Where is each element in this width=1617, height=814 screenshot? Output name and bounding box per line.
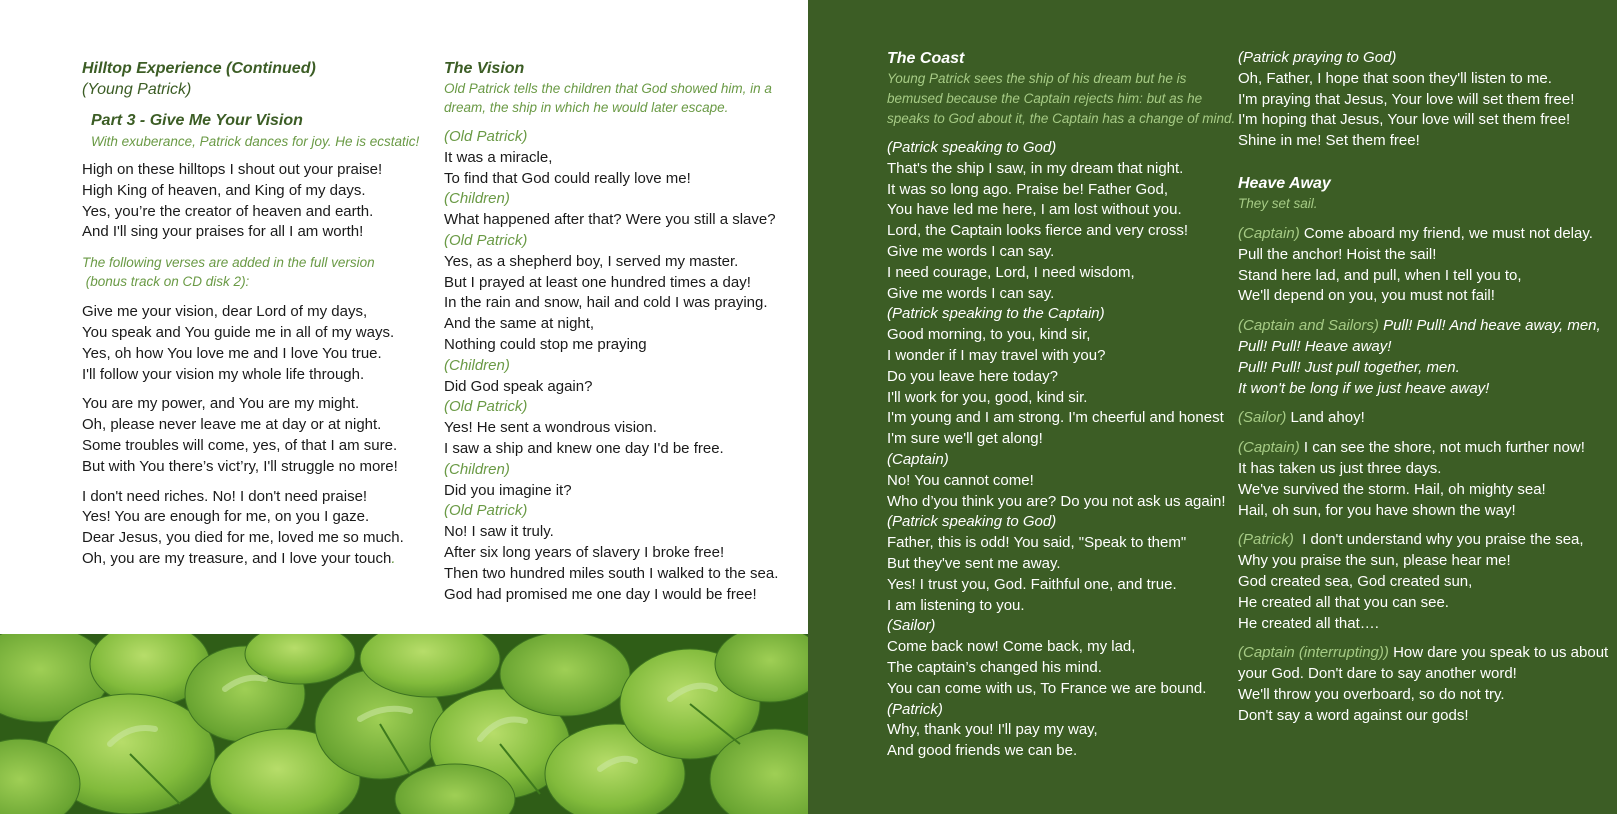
verse-line: You speak and You guide me in all of my ways.	[82, 323, 395, 341]
section-title: The Vision	[444, 60, 525, 77]
section-title: Hilltop Experience (Continued)	[82, 60, 316, 77]
lyric-line: And the same at night,	[444, 315, 595, 333]
speaker-label: (Captain)	[1238, 439, 1300, 457]
lyric-line: Father, this is odd! You said, "Speak to them"	[887, 534, 1187, 552]
verse-line: High King of heaven, and King of my days.	[82, 181, 366, 199]
verse-line: Oh, please never leave me at day or at night.	[82, 416, 382, 434]
lyric-line: What happened after that? Were you still a slave?	[444, 211, 776, 229]
patrick-block	[1238, 530, 1598, 634]
lyric-line: Don't say a word against our gods!	[1238, 706, 1469, 724]
verse-line-end: .	[391, 549, 396, 567]
heave-column	[1238, 48, 1609, 727]
lyric-line: We'll depend on you, you must not fail!	[1238, 287, 1495, 305]
speaker-label: (Sailor)	[887, 617, 936, 635]
lyric-line: But I prayed at least one hundred times a day!	[444, 273, 751, 291]
lyric-line: Stand here lad, and pull, when I tell you to,	[1238, 266, 1522, 284]
captain-block	[1238, 224, 1598, 307]
lyric-line: Yes! He sent a wondrous vision.	[444, 419, 657, 437]
speaker-label: (Old Patrick)	[444, 231, 528, 249]
sailor-block	[1238, 408, 1598, 429]
verse-line: I'll follow your vision my whole life through.	[82, 365, 365, 383]
bonus-note	[82, 253, 427, 291]
lyric-text: Come aboard my friend, we must not delay.	[1299, 224, 1593, 242]
speaker-label: (Children)	[444, 190, 510, 208]
part-title: Part 3 - Give Me Your Vision	[91, 112, 303, 129]
coast-column	[887, 48, 1236, 762]
vision-column	[444, 58, 794, 605]
lyric-line: I saw a ship and knew one day I'd be free.	[444, 439, 724, 457]
lyric-line: Give me words I can say.	[887, 284, 1055, 302]
bonus-note-line: (bonus track on CD disk 2):	[82, 274, 250, 290]
speaker-label: (Sailor)	[1238, 409, 1287, 427]
lyric-line: I am listening to you.	[887, 596, 1025, 614]
lyric-line: We'll throw you overboard, so do not try.	[1238, 685, 1505, 703]
verse-line: Dear Jesus, you died for me, loved me so much.	[82, 529, 404, 547]
description-line: bemused because the Captain rejects him: but as he	[887, 91, 1203, 106]
lyric-line: I wonder if I may travel with you?	[887, 346, 1106, 364]
lyric-line: And good friends we can be.	[887, 742, 1078, 760]
verse-line: Give me your vision, dear Lord of my days,	[82, 303, 368, 321]
lyric-line: To find that God could really love me!	[444, 169, 691, 187]
lyric-line: Good morning, to you, kind sir,	[887, 326, 1091, 344]
speaker-label: (Patrick speaking to God)	[887, 513, 1057, 531]
lyric-text: I don't understand why you praise the sea,	[1293, 531, 1584, 549]
hilltop-column	[82, 58, 427, 570]
verse-line: Yes! You are enough for me, on you I gaze.	[82, 508, 370, 526]
lyric-line: It has taken us just three days.	[1238, 459, 1442, 477]
lyric-line	[1238, 530, 1598, 551]
lyric-text: Land ahoy!	[1286, 409, 1365, 427]
lyric-line: In the rain and snow, hail and cold I was praying.	[444, 294, 768, 312]
prayer-block	[1238, 48, 1598, 152]
verse-line: High on these hilltops I shout out your praise!	[82, 161, 383, 178]
lyric-line: Oh, Father, I hope that soon they'll listen to me.	[1238, 69, 1552, 87]
lyric-line: Pull! Pull! Just pull together, men.	[1238, 358, 1460, 376]
verse-line-text: Oh, you are my treasure, and I love your touch	[82, 549, 392, 567]
lyric-line: The captain’s changed his mind.	[887, 658, 1102, 676]
verse-line: But with You there’s vict’ry, I'll struggle no more!	[82, 457, 398, 475]
speaker-label: (Captain and Sailors)	[1238, 317, 1379, 335]
lyric-line: Did God speak again?	[444, 377, 593, 395]
captain-shore-block	[1238, 438, 1598, 521]
verse-1	[82, 160, 427, 243]
lyric-line: Why you praise the sun, please hear me!	[1238, 552, 1511, 570]
lyric-line: No! You cannot come!	[887, 471, 1034, 489]
lyric-line: Shine in me! Set them free!	[1238, 132, 1420, 150]
verse-3	[82, 394, 427, 477]
speaker-label: (Captain (interrupting))	[1238, 644, 1389, 662]
lyric-line: I need courage, Lord, I need wisdom,	[887, 263, 1135, 281]
speaker-label: (Patrick praying to God)	[1238, 49, 1397, 66]
lyric-line: It won't be long if we just heave away!	[1238, 379, 1490, 397]
speaker-label: (Old Patrick)	[444, 502, 528, 520]
lyric-line: Do you leave here today?	[887, 367, 1058, 385]
lyric-line: Yes! I trust you, God. Faithful one, and true.	[887, 575, 1177, 593]
lyric-line	[1238, 316, 1601, 337]
description-line: speaks to God about it, the Captain has a change of mind.	[887, 111, 1236, 126]
section-subtitle: (Young Patrick)	[82, 81, 192, 98]
lyric-text: How dare you speak to us about	[1388, 644, 1609, 662]
lyric-line: You have led me here, I am lost without you.	[887, 201, 1182, 219]
lyric-line: Pull the anchor! Hoist the sail!	[1238, 245, 1437, 263]
verse-line: Some troubles will come, yes, of that I am sure.	[82, 436, 398, 454]
lyric-line: You can come with us, To France we are bound.	[887, 679, 1207, 697]
sailors-block	[1238, 316, 1601, 399]
section-description	[444, 79, 794, 117]
lyric-line: But they've sent me away.	[887, 554, 1061, 572]
lyric-line: your God. Don't dare to say another word!	[1238, 665, 1517, 683]
verse-line	[82, 549, 427, 570]
lyric-line: God created sea, God created sun,	[1238, 572, 1473, 590]
lyric-line	[1238, 643, 1609, 664]
section-description	[887, 69, 1236, 129]
description-line: dream, the ship in which he would later escape.	[444, 100, 729, 115]
speaker-label: (Old Patrick)	[444, 398, 528, 416]
lyric-line: It was a miracle,	[444, 148, 553, 166]
verse-4	[82, 487, 427, 570]
description-line: Old Patrick tells the children that God showed him, in a	[444, 81, 772, 96]
clover-photo	[0, 634, 808, 814]
lyric-line: I'll work for you, good, kind sir.	[887, 388, 1088, 406]
lyric-line: No! I saw it truly.	[444, 523, 554, 541]
lyric-line: Then two hundred miles south I walked to the sea.	[444, 564, 779, 582]
coast-lyrics	[887, 138, 1227, 762]
section-title: The Coast	[887, 50, 965, 67]
lyric-line: He created all that….	[1238, 614, 1379, 632]
part-description: With exuberance, Patrick dances for joy. He is ecstatic!	[91, 134, 420, 149]
clover-illustration	[0, 634, 808, 814]
section-title: Heave Away	[1238, 174, 1331, 192]
vision-lyrics	[444, 127, 794, 605]
lyric-line: We've survived the storm. Hail, oh mighty sea!	[1238, 480, 1546, 498]
speaker-label: (Patrick)	[887, 700, 943, 718]
speaker-label: (Children)	[444, 356, 510, 374]
left-page	[0, 0, 808, 814]
lyric-line: Come back now! Come back, my lad,	[887, 638, 1136, 656]
lyric-line: Yes, as a shepherd boy, I served my master.	[444, 252, 739, 270]
lyric-line: God had promised me one day I would be free!	[444, 585, 757, 603]
speaker-label: (Patrick speaking to the Captain)	[887, 305, 1105, 323]
lyric-line	[1238, 224, 1598, 245]
bonus-note-line: The following verses are added in the full version	[82, 255, 375, 271]
verse-2	[82, 302, 427, 385]
lyric-line: Pull! Pull! Heave away!	[1238, 337, 1392, 355]
verse-line: You are my power, and You are my might.	[82, 395, 360, 413]
captain-interrupting-block	[1238, 643, 1609, 726]
verse-line: Yes, oh how You love me and I love You true.	[82, 344, 382, 362]
speaker-label: (Children)	[444, 460, 510, 478]
lyric-line: Lord, the Captain looks fierce and very cross!	[887, 222, 1188, 240]
lyric-line: Who d’you think you are? Do you not ask us again!	[887, 492, 1226, 510]
lyric-line: I'm hoping that Jesus, Your love will set them free!	[1238, 111, 1571, 129]
verse-line: Yes, you’re the creator of heaven and earth.	[82, 202, 374, 220]
lyric-line: Hail, oh sun, for you have shown the way!	[1238, 501, 1516, 519]
lyric-line: I'm young and I am strong. I'm cheerful and honest	[887, 409, 1224, 427]
speaker-label: (Patrick)	[1238, 531, 1294, 549]
lyric-line	[1238, 438, 1598, 459]
lyric-line: That's the ship I saw, in my dream that night.	[887, 159, 1184, 177]
lyric-text: Pull! Pull! And heave away, men,	[1378, 317, 1601, 335]
speaker-label: (Captain)	[1238, 224, 1300, 242]
lyric-line: Why, thank you! I'll pay my way,	[887, 721, 1098, 739]
section-description: They set sail.	[1238, 195, 1318, 211]
lyric-line: I'm sure we'll get along!	[887, 430, 1043, 448]
verse-line: And I'll sing your praises for all I am worth!	[82, 223, 364, 241]
lyric-line: Give me words I can say.	[887, 242, 1055, 260]
lyric-line: Did you imagine it?	[444, 481, 572, 499]
lyric-text: I can see the shore, not much further now!	[1299, 439, 1585, 457]
verse-line: I don't need riches. No! I don't need praise!	[82, 487, 368, 505]
speaker-label: (Old Patrick)	[444, 128, 528, 145]
lyric-line: I'm praying that Jesus, Your love will set them free!	[1238, 90, 1575, 108]
lyric-line: It was so long ago. Praise be! Father God,	[887, 180, 1168, 198]
lyric-line: Nothing could stop me praying	[444, 335, 647, 353]
lyric-line: After six long years of slavery I broke free!	[444, 543, 725, 561]
description-line: Young Patrick sees the ship of his dream but he is	[887, 71, 1187, 86]
speaker-label: (Captain)	[887, 450, 949, 468]
lyric-line	[1238, 408, 1598, 429]
lyric-line: He created all that you can see.	[1238, 593, 1449, 611]
right-page	[808, 0, 1617, 814]
speaker-label: (Patrick speaking to God)	[887, 139, 1057, 156]
